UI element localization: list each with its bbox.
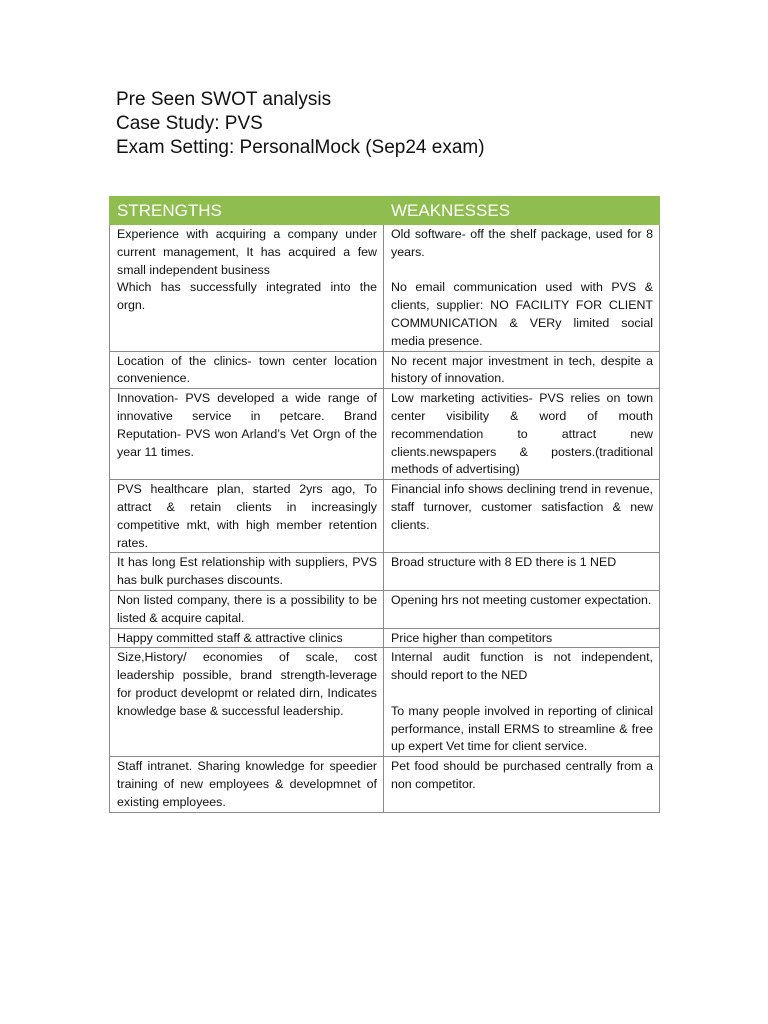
weakness-cell <box>384 351 660 389</box>
weakness-text: Financial info shows declining trend in revenue, staff turnover, customer satisfaction & new clients. <box>391 482 653 532</box>
table-row <box>110 757 660 812</box>
strength-text: Innovation- PVS developed a wide range of innovative service in petcare. Brand Reputation- PVS won Arland’s Vet Orgn of the year 11 times. <box>117 391 377 459</box>
paragraph-gap <box>391 685 653 703</box>
weakness-text: No email communication used with PVS & clients, supplier: NO FACILITY FOR CLIENT COMMUNICATION & VERy limited social media presence. <box>391 280 653 348</box>
table-row <box>110 389 660 480</box>
strength-cell <box>110 351 384 389</box>
case-study-line: Case Study: PVS <box>116 113 263 134</box>
weakness-text: No recent major investment in tech, despite a history of innovation. <box>391 353 653 386</box>
document-title-block <box>116 88 716 160</box>
weakness-cell <box>384 225 660 352</box>
strength-text: Staff intranet. Sharing knowledge for speedier training of new employees & developmnet of existing employees. <box>117 759 377 809</box>
table-row <box>110 351 660 389</box>
table-row <box>110 480 660 553</box>
weakness-text: Price higher than competitors <box>391 630 553 645</box>
weakness-cell <box>384 389 660 480</box>
weakness-text: Broad structure with 8 ED there is 1 NED <box>391 555 617 570</box>
weakness-cell <box>384 480 660 553</box>
strength-text: It has long Est relationship with suppliers, PVS has bulk purchases discounts. <box>117 555 377 588</box>
table-row <box>110 225 660 352</box>
weakness-text: Opening hrs not meeting customer expectation. <box>391 592 652 607</box>
strength-text: Happy committed staff & attractive clinics <box>117 630 343 645</box>
strength-cell <box>110 590 384 628</box>
strength-cell <box>110 389 384 480</box>
strength-cell <box>110 628 384 648</box>
weakness-cell <box>384 757 660 812</box>
strength-text: Size,History/ economies of scale, cost leadership possible, brand strength-leverage for product developmt or related dirn, Indicates knowledge base & successful leadership. <box>117 650 377 718</box>
weakness-cell <box>384 628 660 648</box>
strength-cell <box>110 225 384 352</box>
strength-text: Location of the clinics- town center location convenience. <box>117 353 377 386</box>
strength-text: Experience with acquiring a company under current management, It has acquired a few small independent business <box>117 227 377 277</box>
weakness-text: Low marketing activities- PVS relies on town center visibility & word of mouth recommendation to attract new clients.newspapers & posters.(traditional methods of advertising) <box>391 391 653 477</box>
strength-cell <box>110 757 384 812</box>
strength-text: Non listed company, there is a possibility to be listed & acquire capital. <box>117 592 377 625</box>
weakness-text: Internal audit function is not independent, should report to the NED <box>391 650 653 683</box>
document-title: Pre Seen SWOT analysis <box>116 89 332 110</box>
strength-cell <box>110 648 384 757</box>
weakness-text: Old software- off the shelf package, used for 8 years. <box>391 227 653 259</box>
strength-cell <box>110 553 384 591</box>
strengths-header: STRENGTHS <box>110 197 384 225</box>
paragraph-gap <box>391 262 653 280</box>
exam-setting-line: Exam Setting: PersonalMock (Sep24 exam) <box>116 137 485 158</box>
weakness-text: Pet food should be purchased centrally from a non competitor. <box>391 759 653 791</box>
weakness-cell <box>384 553 660 591</box>
table-row <box>110 553 660 591</box>
swot-table <box>109 196 660 813</box>
table-row <box>110 628 660 648</box>
strength-text: Which has successfully integrated into the orgn. <box>117 280 377 313</box>
weakness-cell <box>384 590 660 628</box>
strength-cell <box>110 480 384 553</box>
weakness-text: To many people involved in reporting of clinical performance, install ERMS to streamline & free up expert Vet time for client service. <box>391 703 653 754</box>
weaknesses-header: WEAKNESSES <box>384 197 660 225</box>
strength-text: PVS healthcare plan, started 2yrs ago, To attract & retain clients in increasingly competitive mkt, with high member retention rates. <box>117 482 377 550</box>
weakness-cell <box>384 648 660 757</box>
table-row <box>110 590 660 628</box>
table-row <box>110 648 660 757</box>
swot-header-row <box>110 197 660 225</box>
